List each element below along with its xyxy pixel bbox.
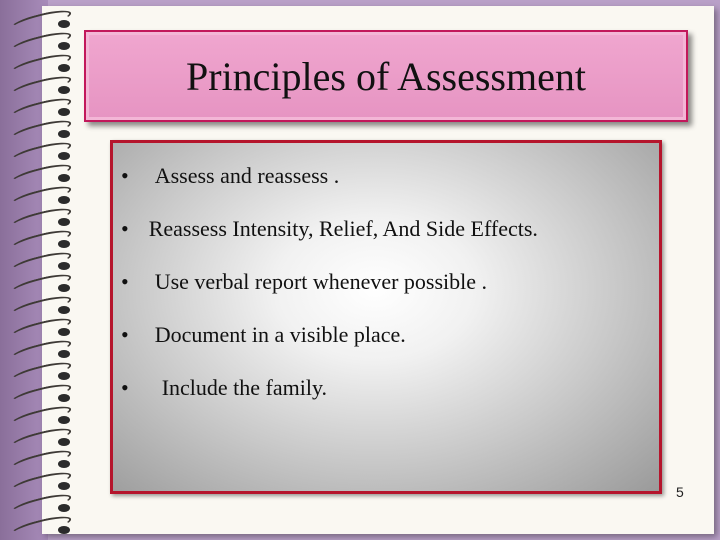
- binding-hole: [58, 64, 70, 72]
- binding-hole: [58, 86, 70, 94]
- bullet-text: Document in a visible place.: [154, 322, 406, 347]
- binding-hole: [58, 20, 70, 28]
- binding-hole: [58, 240, 70, 248]
- binding-hole: [58, 526, 70, 534]
- bullet-dot: •: [121, 375, 129, 400]
- binding-hole: [58, 218, 70, 226]
- binding-hole: [58, 196, 70, 204]
- binding-hole: [58, 482, 70, 490]
- binding-hole: [58, 42, 70, 50]
- bullet-item: [121, 163, 339, 189]
- binding-hole: [58, 438, 70, 446]
- bullet-dot: •: [121, 322, 129, 347]
- bullet-text: Reassess Intensity, Relief, And Side Effects.: [148, 216, 538, 241]
- content-panel: [110, 140, 662, 494]
- title-banner: [84, 30, 688, 122]
- binding-hole: [58, 504, 70, 512]
- binding-hole: [58, 108, 70, 116]
- slide-title: Principles of Assessment: [186, 53, 586, 99]
- binding-hole: [58, 306, 70, 314]
- binding-hole: [58, 328, 70, 336]
- bullet-text: Assess and reassess .: [154, 163, 340, 188]
- bullet-item: [121, 216, 538, 242]
- bullet-text: Include the family.: [161, 375, 328, 400]
- binding-hole: [58, 130, 70, 138]
- bullet-text: Use verbal report whenever possible .: [154, 269, 488, 294]
- binding-hole: [58, 394, 70, 402]
- binding-hole: [58, 174, 70, 182]
- bullet-item: [121, 269, 487, 295]
- bullet-dot: •: [121, 163, 129, 188]
- page-number: 5: [676, 484, 684, 500]
- bullet-item: [121, 375, 327, 401]
- binding-hole: [58, 460, 70, 468]
- binding-hole: [58, 284, 70, 292]
- binding-hole: [58, 372, 70, 380]
- bullet-dot: •: [121, 269, 129, 294]
- binding-hole: [58, 262, 70, 270]
- binding-hole: [58, 416, 70, 424]
- bullet-dot: •: [121, 216, 129, 241]
- binding-hole: [58, 350, 70, 358]
- binding-hole: [58, 152, 70, 160]
- bullet-item: [121, 322, 406, 348]
